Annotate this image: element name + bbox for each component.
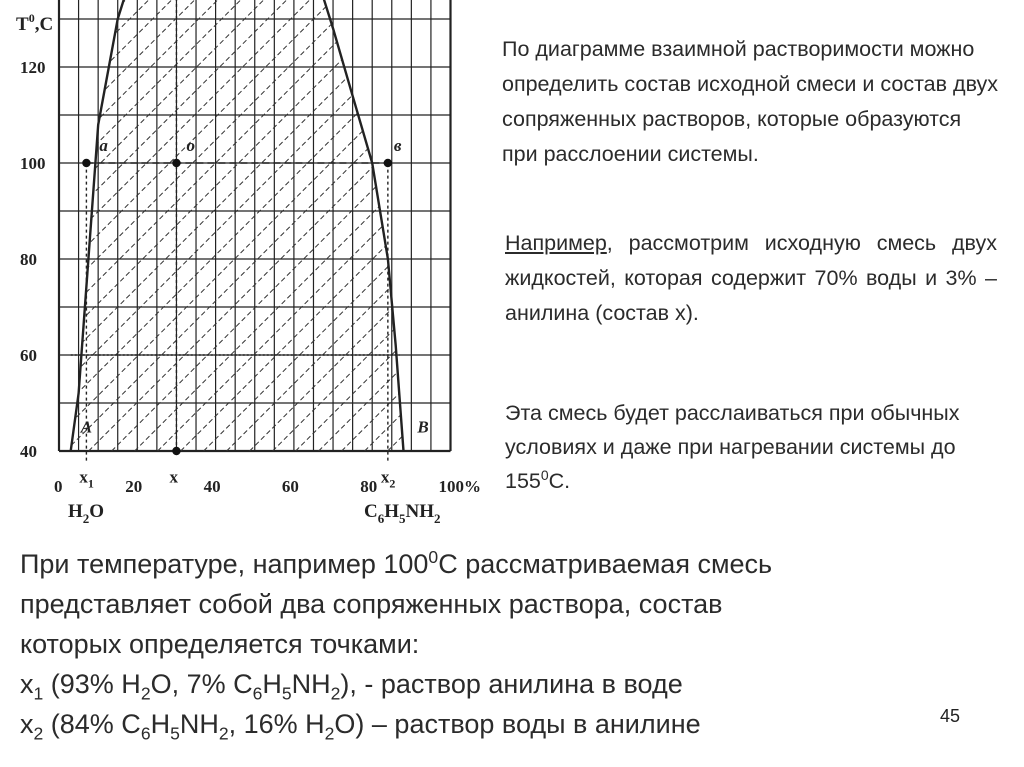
left-component-label: $H_2O$ — [68, 501, 105, 526]
example-paragraph — [505, 226, 997, 331]
point-label-o: o — [186, 136, 195, 155]
hatch-line — [181, 0, 490, 451]
hatch-line — [112, 0, 490, 451]
x-tick-label: 100% — [438, 477, 481, 496]
heating-paragraph: Эта смесь будет расслаиваться при обычных условиях и даже при нагревании системы до $155^0С$. — [505, 401, 960, 493]
hatch-line — [0, 0, 490, 451]
hatch-line — [296, 0, 490, 451]
example-underlined-word: Например — [505, 231, 607, 255]
point-marker — [172, 159, 180, 167]
hatch-line — [457, 0, 490, 451]
composition-label: $x_2$ — [380, 467, 396, 491]
x-tick-label: 80 — [360, 477, 378, 496]
composition-label: $x_1$ — [79, 467, 94, 491]
hatch-line — [480, 0, 490, 451]
hatch-line — [0, 0, 490, 451]
hatch-line — [0, 0, 490, 451]
hatch-line — [204, 0, 490, 451]
y-axis-title: $T^0,C$ — [16, 11, 54, 35]
point-label-a: a — [99, 136, 108, 155]
conclusion-line-2: представляет собой два сопряженных раствора, состав — [20, 589, 723, 619]
hatch-line — [0, 0, 427, 451]
page-number: 45 — [940, 706, 961, 726]
hatch-line — [135, 0, 490, 451]
hatch-line — [89, 0, 490, 451]
hatch-line — [434, 0, 490, 451]
y-tick-label: 120 — [20, 58, 46, 77]
conclusion-line-3: которых определяется точками: — [20, 629, 420, 659]
hatching — [0, 0, 490, 451]
hatch-line — [0, 0, 473, 451]
point-marker — [172, 447, 180, 455]
hatch-line — [0, 0, 335, 451]
hatch-line — [0, 0, 105, 451]
conclusion-line-1: При температуре, например $100^0С$ рассматриваемая смесь — [20, 547, 773, 579]
hatch-line — [158, 0, 490, 451]
solubility-curve — [71, 0, 404, 451]
point-marker — [82, 159, 90, 167]
example-text: , рассмотрим исходную смесь двух жидкостей, которая содержит 70% воды и 3% – анилина (состав x). — [505, 231, 997, 325]
conclusion-line-x1: $x_1$ (93% $H_2O$, 7% $C_6H_5NH_2$), - раствор анилина в воде — [20, 669, 683, 704]
solubility-chart — [0, 0, 490, 530]
x-tick-label: 40 — [203, 477, 221, 496]
point-label-A: A — [80, 417, 93, 437]
y-tick-label: 100 — [20, 154, 46, 173]
intro-paragraph: По диаграмме взаимной растворимости можно определить состав исходной смеси и состав двух сопряженных растворов, которые образуются при расслоении системы. — [502, 37, 999, 166]
right-component-label: $C_6H_5NH_2$ — [364, 501, 441, 526]
hatch-line — [0, 0, 381, 451]
hatch-line — [388, 0, 490, 451]
composition-label: x — [169, 467, 178, 487]
y-tick-label: 60 — [20, 346, 37, 365]
hatch-line — [0, 0, 490, 451]
y-tick-label: 80 — [20, 250, 37, 269]
hatch-line — [0, 0, 490, 451]
point-label-в: в — [393, 136, 402, 155]
hatch-line — [0, 0, 312, 451]
x-tick-label: 0 — [54, 477, 63, 496]
x-tick-label: 60 — [281, 477, 299, 496]
point-label-B: B — [417, 417, 429, 437]
conclusion-block — [20, 544, 1000, 744]
x-tick-label: 20 — [125, 477, 143, 496]
chart-grid — [59, 0, 451, 451]
conclusion-line-x2: $x_2$ (84% $C_6H_5NH_2$, 16% $H_2O$) – раствор воды в анилине — [20, 709, 701, 744]
hatch-line — [250, 0, 490, 451]
hatch-line — [0, 0, 358, 451]
hatch-line — [66, 0, 490, 451]
y-tick-label: 40 — [20, 442, 37, 461]
point-marker — [384, 159, 392, 167]
hatch-line — [0, 0, 490, 451]
chart-points — [67, 0, 429, 455]
